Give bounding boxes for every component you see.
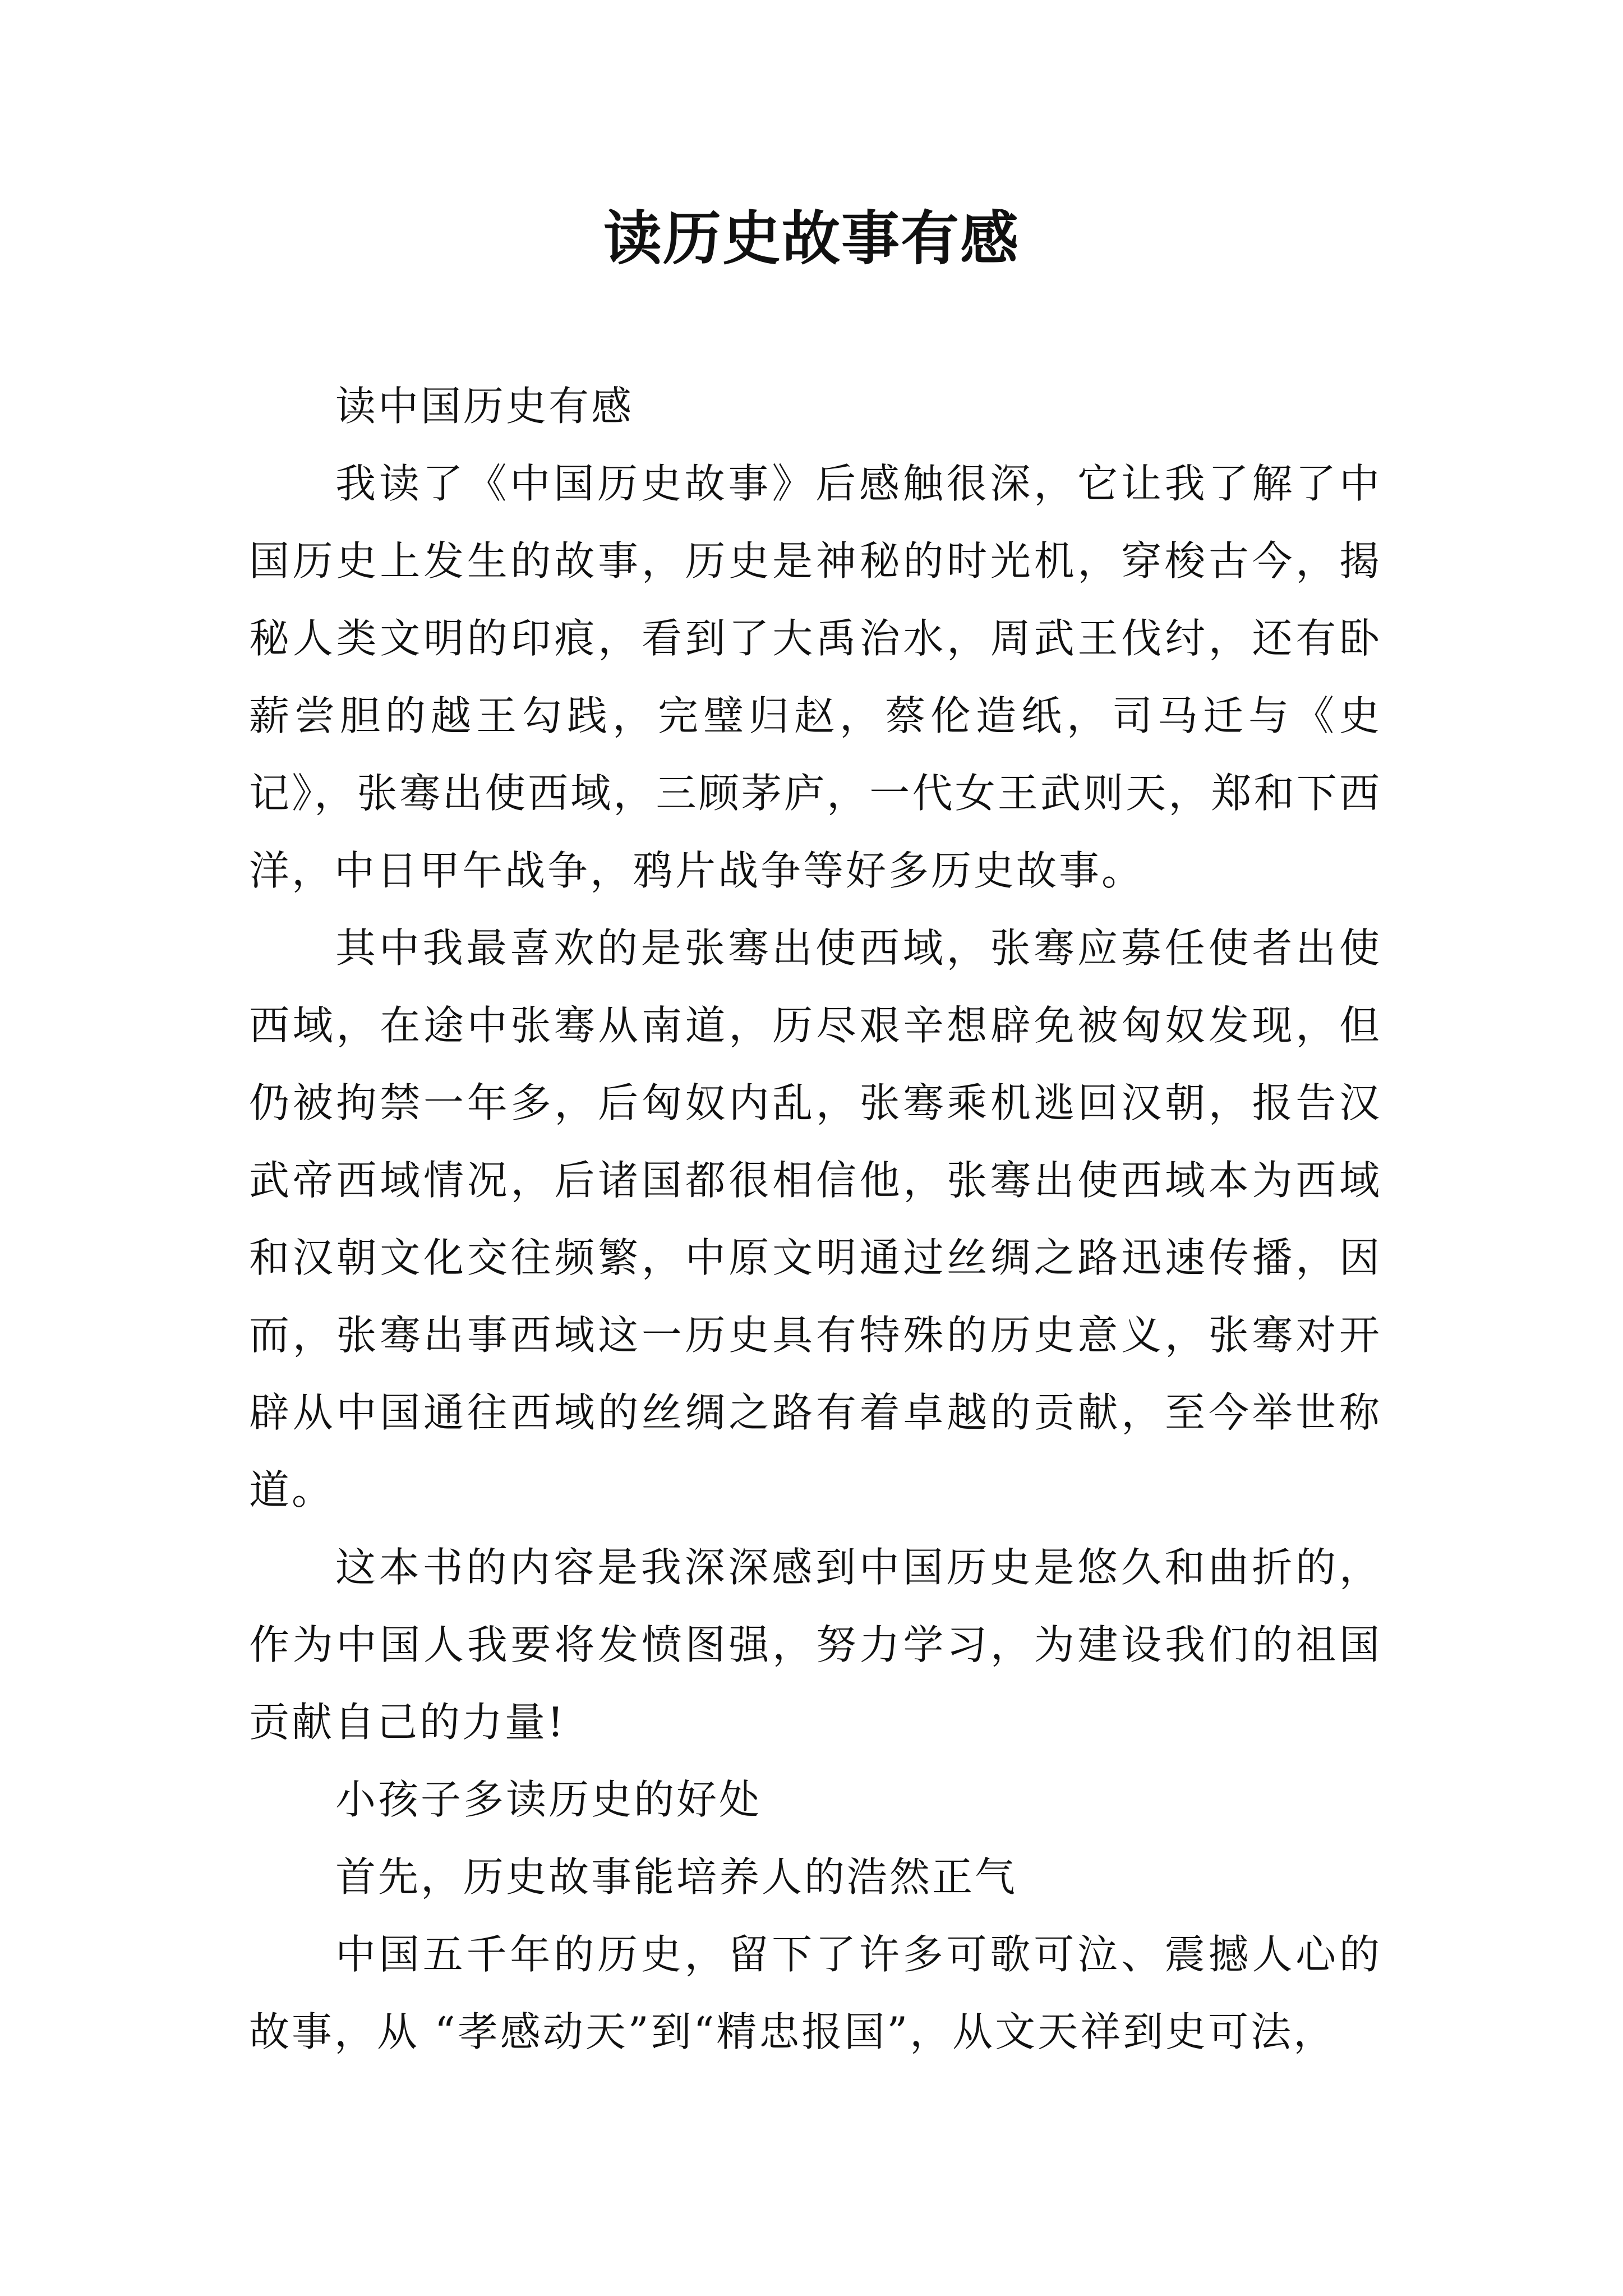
document-body: [249, 367, 1382, 2070]
document-title: 读历史故事有感: [603, 204, 1020, 273]
paragraph-subtitle-1: 读中国历史有感: [335, 383, 634, 430]
paragraph-1: 我读了《中国历史故事》后感触很深，它让我了解了中国历史上发生的故事，历史是神秘的时光机，穿梭古今，揭秘人类文明的印痕，看到了大禹治水，周武王伐纣，还有卧薪尝胆的越王勾践，完璧归赵，蔡伦造纸，司马迁与《史记》，张骞出使西域，三顾茅庐，一代女王武则天，郑和下西洋，中日甲午战争，鸦片战争等好多历史故事。: [249, 460, 1382, 894]
paragraph-4: 中国五千年的历史，留下了许多可歌可泣、震撼人心的故事，从 “孝感动天”到“精忠报国”，从文天祥到史可法，: [249, 1931, 1382, 2055]
paragraph-2: 其中我最喜欢的是张骞出使西域，张骞应募任使者出使西域，在途中张骞从南道，历尽艰辛想辟免被匈奴发现，但仍被拘禁一年多，后匈奴内乱，张骞乘机逃回汉朝，报告汉武帝西域情况，后诸国都很相信他，张骞出使西域本为西域和汉朝文化交往频繁，中原文明通过丝绸之路迅速传播，因而，张骞出事西域这一历史具有特殊的历史意义，张骞对开辟从中国通往西域的丝绸之路有着卓越的贡献，至今举世称道。: [249, 924, 1382, 1513]
paragraph-3: 这本书的内容是我深深感到中国历史是悠久和曲折的，作为中国人我要将发愤图强，努力学习，为建设我们的祖国贡献自己的力量!: [249, 1544, 1382, 1746]
paragraph-heading-first: 首先，历史故事能培养人的浩然正气: [335, 1853, 1018, 1901]
paragraph-subtitle-2: 小孩子多读历史的好处: [335, 1776, 762, 1823]
